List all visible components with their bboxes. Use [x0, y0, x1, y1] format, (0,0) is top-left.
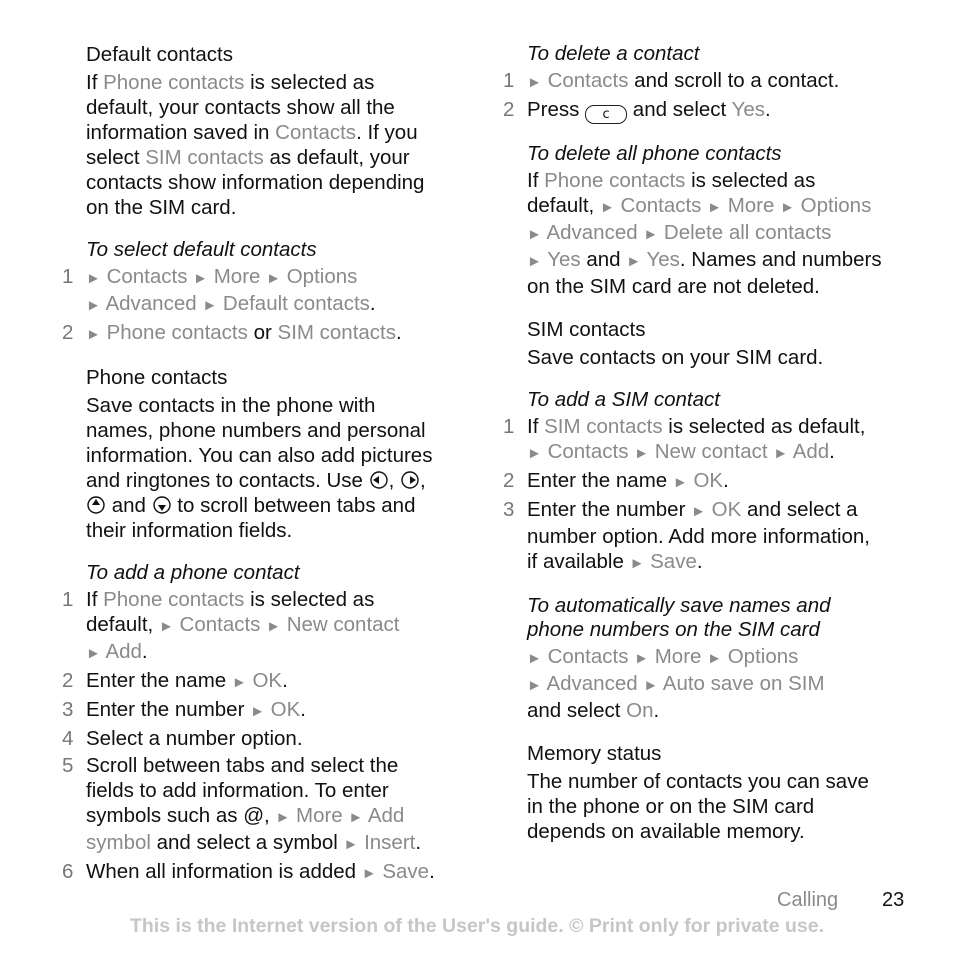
nav-right-icon [400, 470, 420, 490]
footer-notice: This is the Internet version of the User's guide. © Print only for private use. [129, 915, 825, 937]
arrow-icon: ► [626, 253, 642, 270]
arrow-icon: ► [672, 474, 688, 491]
step-item: 2 Enter the name ► OK. [62, 669, 288, 692]
step-item: 2 Press c and select Yes. [503, 98, 771, 122]
ui-phone-contacts: Phone contacts [103, 71, 245, 94]
heading-delete-all: To delete all phone contacts [527, 142, 782, 165]
nav-up-icon [86, 495, 106, 515]
step-item: 1 If SIM contacts is selected as default, ► Contacts ► New contact ► Add. [503, 415, 866, 463]
ui-contacts: Contacts [275, 121, 357, 144]
arrow-icon: ► [275, 809, 291, 826]
ui-sim-contacts: SIM contacts [145, 146, 264, 169]
step-item: 1 If Phone contacts is selected as default, ► Contacts ► New contact ► Add. [62, 588, 400, 663]
step-item: 6 When all information is added ► Save. [62, 860, 435, 883]
arrow-icon: ► [643, 677, 659, 694]
arrow-icon: ► [527, 74, 542, 91]
right-column [503, 42, 883, 844]
page-number: 23 [882, 889, 905, 911]
heading-add-sim-contact: To add a SIM contact [527, 388, 720, 411]
step-item: 2 ► Phone contacts or SIM contacts. [62, 321, 402, 344]
arrow-icon: ► [691, 503, 706, 520]
arrow-icon: ► [86, 297, 101, 314]
heading-auto-save: To automatically save names and phone numbers on the SIM card [527, 594, 831, 641]
phone-contacts-text: Save contacts in the phone with names, phone numbers and personal information. You can also add pictures and ringtones to contacts. Use , , and to scroll between tabs and their information fields. [86, 394, 433, 542]
arrow-icon: ► [634, 445, 650, 462]
arrow-icon: ► [193, 270, 209, 287]
arrow-icon: ► [527, 677, 542, 694]
heading-phone-contacts: Phone contacts [86, 366, 228, 389]
arrow-icon: ► [599, 199, 615, 216]
step-item: 3 Enter the number ► OK. [62, 698, 306, 721]
arrow-icon: ► [86, 645, 101, 662]
arrow-icon: ► [158, 618, 174, 635]
arrow-icon: ► [86, 270, 101, 287]
arrow-icon: ► [231, 674, 247, 691]
step-item: 2 Enter the name ► OK. [503, 469, 729, 492]
arrow-icon: ► [343, 836, 359, 853]
arrow-icon: ► [634, 650, 650, 667]
arrow-icon: ► [527, 226, 542, 243]
footer-section-name: Calling [777, 889, 839, 911]
nav-left-icon [369, 470, 389, 490]
heading-sim-contacts: SIM contacts [527, 318, 646, 341]
step-item: 3 Enter the number ► OK and select a number option. Add more information, if available ► Save. [503, 498, 870, 573]
default-contacts-text: If Phone contacts is selected as default, your contacts show all the information saved in Contacts. If you select SIM contacts as default, your contacts show information depending on the SIM card. [86, 71, 425, 219]
arrow-icon: ► [707, 199, 722, 216]
arrow-icon: ► [780, 199, 795, 216]
arrow-icon: ► [266, 270, 282, 287]
left-column [62, 42, 442, 886]
arrow-icon: ► [773, 445, 789, 462]
arrow-icon: ► [266, 618, 281, 635]
step-item: 1 ► Contacts and scroll to a contact. [503, 69, 840, 92]
auto-save-text: ► Contacts ► More ► Options ► Advanced ► Auto save on SIM and select On. [527, 645, 825, 722]
arrow-icon: ► [527, 445, 542, 462]
arrow-icon: ► [348, 809, 364, 826]
arrow-icon: ► [202, 297, 218, 314]
arrow-icon: ► [527, 650, 542, 667]
arrow-icon: ► [527, 253, 542, 270]
step-item: 1 ► Contacts ► More ► Options ► Advanced ► Default contacts. [62, 265, 376, 315]
arrow-icon: ► [707, 650, 723, 667]
heading-memory-status: Memory status [527, 742, 662, 765]
step-item: 4 Select a number option. [62, 727, 303, 750]
arrow-icon: ► [250, 703, 265, 720]
delete-all-text: If Phone contacts is selected as default, ► Contacts ► More ► Options ► Advanced ► Delete all contacts ► Yes and ► Yes. Names and numbers on the SIM card are not deleted. [527, 169, 882, 298]
sim-contacts-text: Save contacts on your SIM card. [527, 346, 824, 369]
step-item: 5 Scroll between tabs and select the fields to add information. To enter symbols such as @, ► More ► Add symbol and select a symbol ► Insert. [62, 754, 422, 854]
arrow-icon: ► [629, 555, 645, 572]
heading-delete-contact: To delete a contact [527, 42, 700, 65]
heading-default-contacts: Default contacts [86, 43, 233, 66]
arrow-icon: ► [361, 865, 377, 882]
memory-status-text: The number of contacts you can save in the phone or on the SIM card depends on available memory. [527, 770, 869, 843]
arrow-icon: ► [643, 226, 659, 243]
arrow-icon: ► [86, 326, 101, 343]
heading-add-phone-contact: To add a phone contact [86, 561, 300, 584]
c-key-icon: c [585, 105, 627, 124]
nav-down-icon [152, 495, 172, 515]
heading-select-default: To select default contacts [86, 238, 317, 261]
